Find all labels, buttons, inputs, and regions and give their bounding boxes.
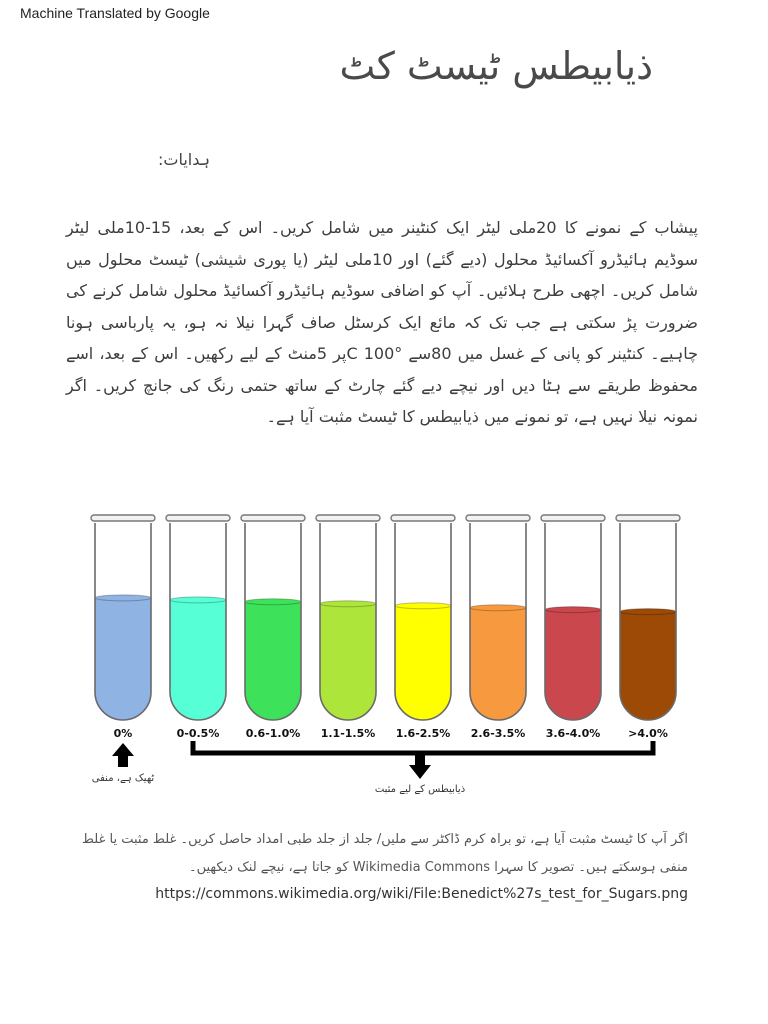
tube-meniscus xyxy=(395,603,451,609)
source-link[interactable]: https://commons.wikimedia.org/wiki/File:Benedict%27s_test_for_Sugars.png xyxy=(155,886,688,902)
positive-bracket xyxy=(193,741,653,753)
instructions-heading: ہدایات: xyxy=(158,150,210,169)
tube-rim xyxy=(316,515,380,521)
page-title: ذیابیطس ٹیسٹ کٹ xyxy=(339,44,653,88)
tube-rim xyxy=(541,515,605,521)
tube-meniscus xyxy=(245,599,301,605)
tube-rim xyxy=(466,515,530,521)
tube-label: 0.6-1.0% xyxy=(245,727,301,740)
tube-liquid xyxy=(170,600,226,720)
positive-arrow-icon xyxy=(409,753,431,779)
tube-liquid xyxy=(320,604,376,720)
footer-note: اگر آپ کا ٹیسٹ مثبت آیا ہے، تو براہ کرم ڈاکٹر سے ملیں/ جلد از جلد طبی امداد حاصل کریں۔ غلط مثبت یا غلط منفی ہوسکتے ہیں۔ تصویر کا سہرا Wikimedia Commons کو جاتا ہے، نیچے لنک دیکھیں۔ xyxy=(81,832,688,875)
benedict-test-chart xyxy=(80,505,690,805)
tube-meniscus xyxy=(95,595,151,601)
tube-rim xyxy=(616,515,680,521)
instructions-paragraph: پیشاب کے نمونے کا 20ملی لیٹر ایک کنٹینر میں شامل کریں۔ اس کے بعد، 15-10ملی لیٹر سوڈیم ہائیڈرو آکسائیڈ محلول (دیے گئے) اور 10ملی لیٹر (یا پوری شیشی) ٹیسٹ محلول میں شامل کریں۔ اچھی طرح ہلائیں۔ آپ کو اضافی سوڈیم ہائیڈرو آکسائیڈ محلول شامل کرنے کی ضرورت پڑ سکتی ہے جب تک کہ مائع ایک کرسٹل صاف گہرا نیلا نہ ہو، یہ پارباسی ہونا چاہیے۔ کنٹینر کو پانی کے غسل میں 80سے °C 100پر 5منٹ کے لیے رکھیں۔ اس کے بعد، اسے محفوظ طریقے سے ہٹا دیں اور نیچے دیے گئے چارٹ کے ساتھ حتمی رنگ کی جانچ کریں۔ اگر نمونہ نیلا نہیں ہے، تو نمونے میں ذیابیطس کا ٹیسٹ مثبت آیا ہے۔ xyxy=(66,218,699,426)
tube-label: 1.6-2.5% xyxy=(395,727,451,740)
tube-rim xyxy=(241,515,305,521)
tube-liquid xyxy=(245,602,301,720)
tube-liquid xyxy=(620,612,676,720)
tube-liquid xyxy=(470,608,526,720)
tube-rim xyxy=(391,515,455,521)
tube-liquid xyxy=(545,610,601,720)
tube-meniscus xyxy=(170,597,226,603)
positive-label: ذیابیطس کے لیے مثبت xyxy=(374,784,466,795)
tube-label: 0% xyxy=(113,727,133,740)
tube-label: 0-0.5% xyxy=(176,727,220,740)
tube-rim xyxy=(91,515,155,521)
negative-label: ٹھیک ہے، منفی xyxy=(91,773,155,784)
tube-rim xyxy=(166,515,230,521)
tube-liquid xyxy=(95,598,151,720)
tube-label: 2.6-3.5% xyxy=(470,727,526,740)
tube-meniscus xyxy=(470,605,526,611)
tube-label: 3.6-4.0% xyxy=(545,727,601,740)
tube-liquid xyxy=(395,606,451,720)
machine-translation-banner: Machine Translated by Google xyxy=(20,5,210,21)
tube-meniscus xyxy=(320,601,376,607)
tube-meniscus xyxy=(545,607,601,613)
tube-label: 1.1-1.5% xyxy=(320,727,376,740)
tube-meniscus xyxy=(620,609,676,615)
tube-label: >4.0% xyxy=(628,727,668,740)
negative-arrow-icon xyxy=(112,743,134,767)
